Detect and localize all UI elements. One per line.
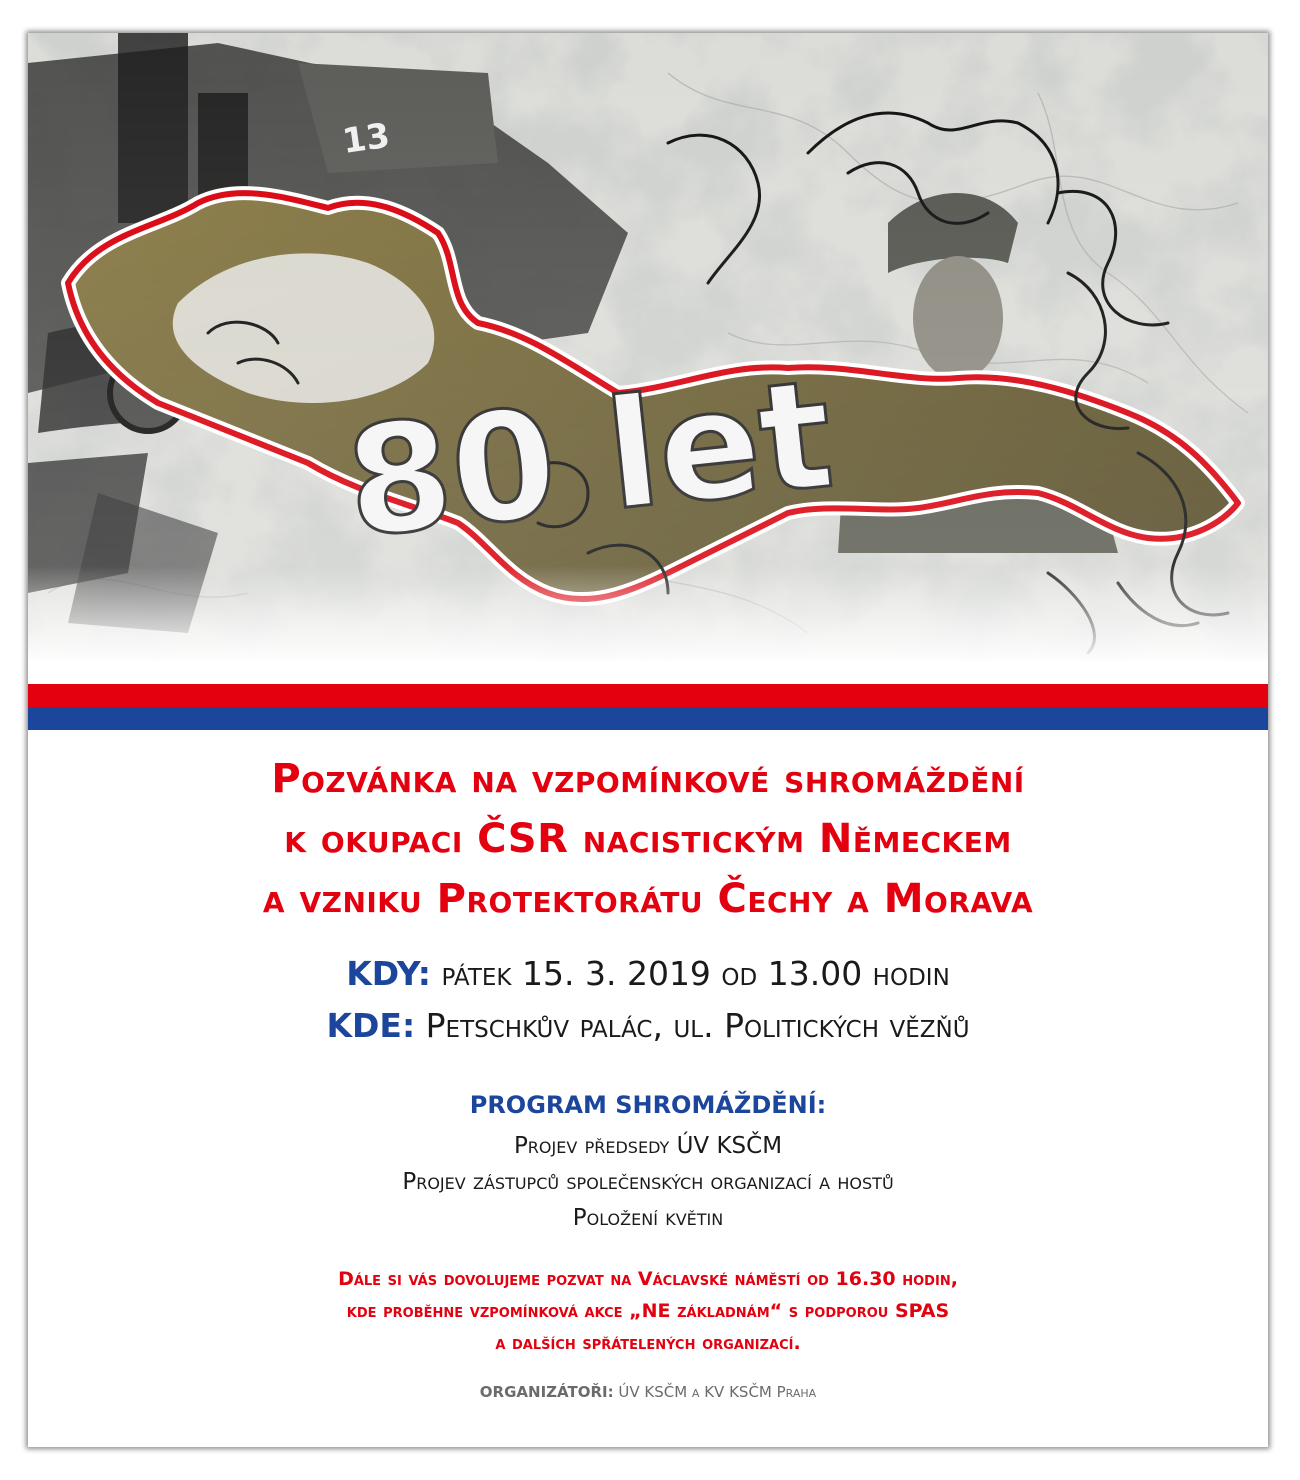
poster: [28, 33, 1268, 1447]
program-heading: PROGRAM SHROMÁŽDĚNÍ:: [469, 1091, 827, 1119]
program-item: Projev předsedy ÚV KSČM: [513, 1133, 783, 1159]
title-line: a vzniku Protektorátu Čechy a Morava: [262, 876, 1034, 922]
where-value: Petschkův palác, ul. Politických vězňů: [425, 1006, 970, 1045]
flag-stripe-blue: [28, 707, 1268, 730]
note-line: kde proběhne vzpomínková akce „NE základnám“ s podporou SPAS: [346, 1300, 950, 1322]
program-item: Projev zástupců společenských organizací a hostů: [402, 1169, 894, 1195]
where-label: KDE:: [326, 1006, 416, 1045]
when-value: pátek 15. 3. 2019 od 13.00 hodin: [441, 954, 950, 993]
note-line: Dále si vás dovolujeme pozvat na Václavské náměstí od 16.30 hodin,: [338, 1268, 958, 1290]
hero-collage: [28, 33, 1268, 660]
when-line: [28, 954, 1268, 993]
program-list: [28, 1128, 1268, 1236]
invitation-title: [28, 749, 1268, 929]
program-item: Položení květin: [572, 1205, 724, 1231]
title-line: k okupaci ČSR nacistickým Německem: [284, 816, 1012, 862]
when-label: KDY:: [346, 954, 431, 993]
flag-stripe-red: [28, 684, 1268, 707]
organizers-label: ORGANIZÁTOŘI:: [479, 1383, 614, 1401]
additional-invitation: [28, 1263, 1268, 1359]
title-line: Pozvánka na vzpomínkové shromáždění: [271, 756, 1025, 802]
organizers-line: [28, 1383, 1268, 1401]
where-line: [28, 1006, 1268, 1045]
note-line: a dalších spřátelených organizací.: [495, 1332, 801, 1354]
organizers-value: ÚV KSČM a KV KSČM Praha: [618, 1383, 817, 1401]
